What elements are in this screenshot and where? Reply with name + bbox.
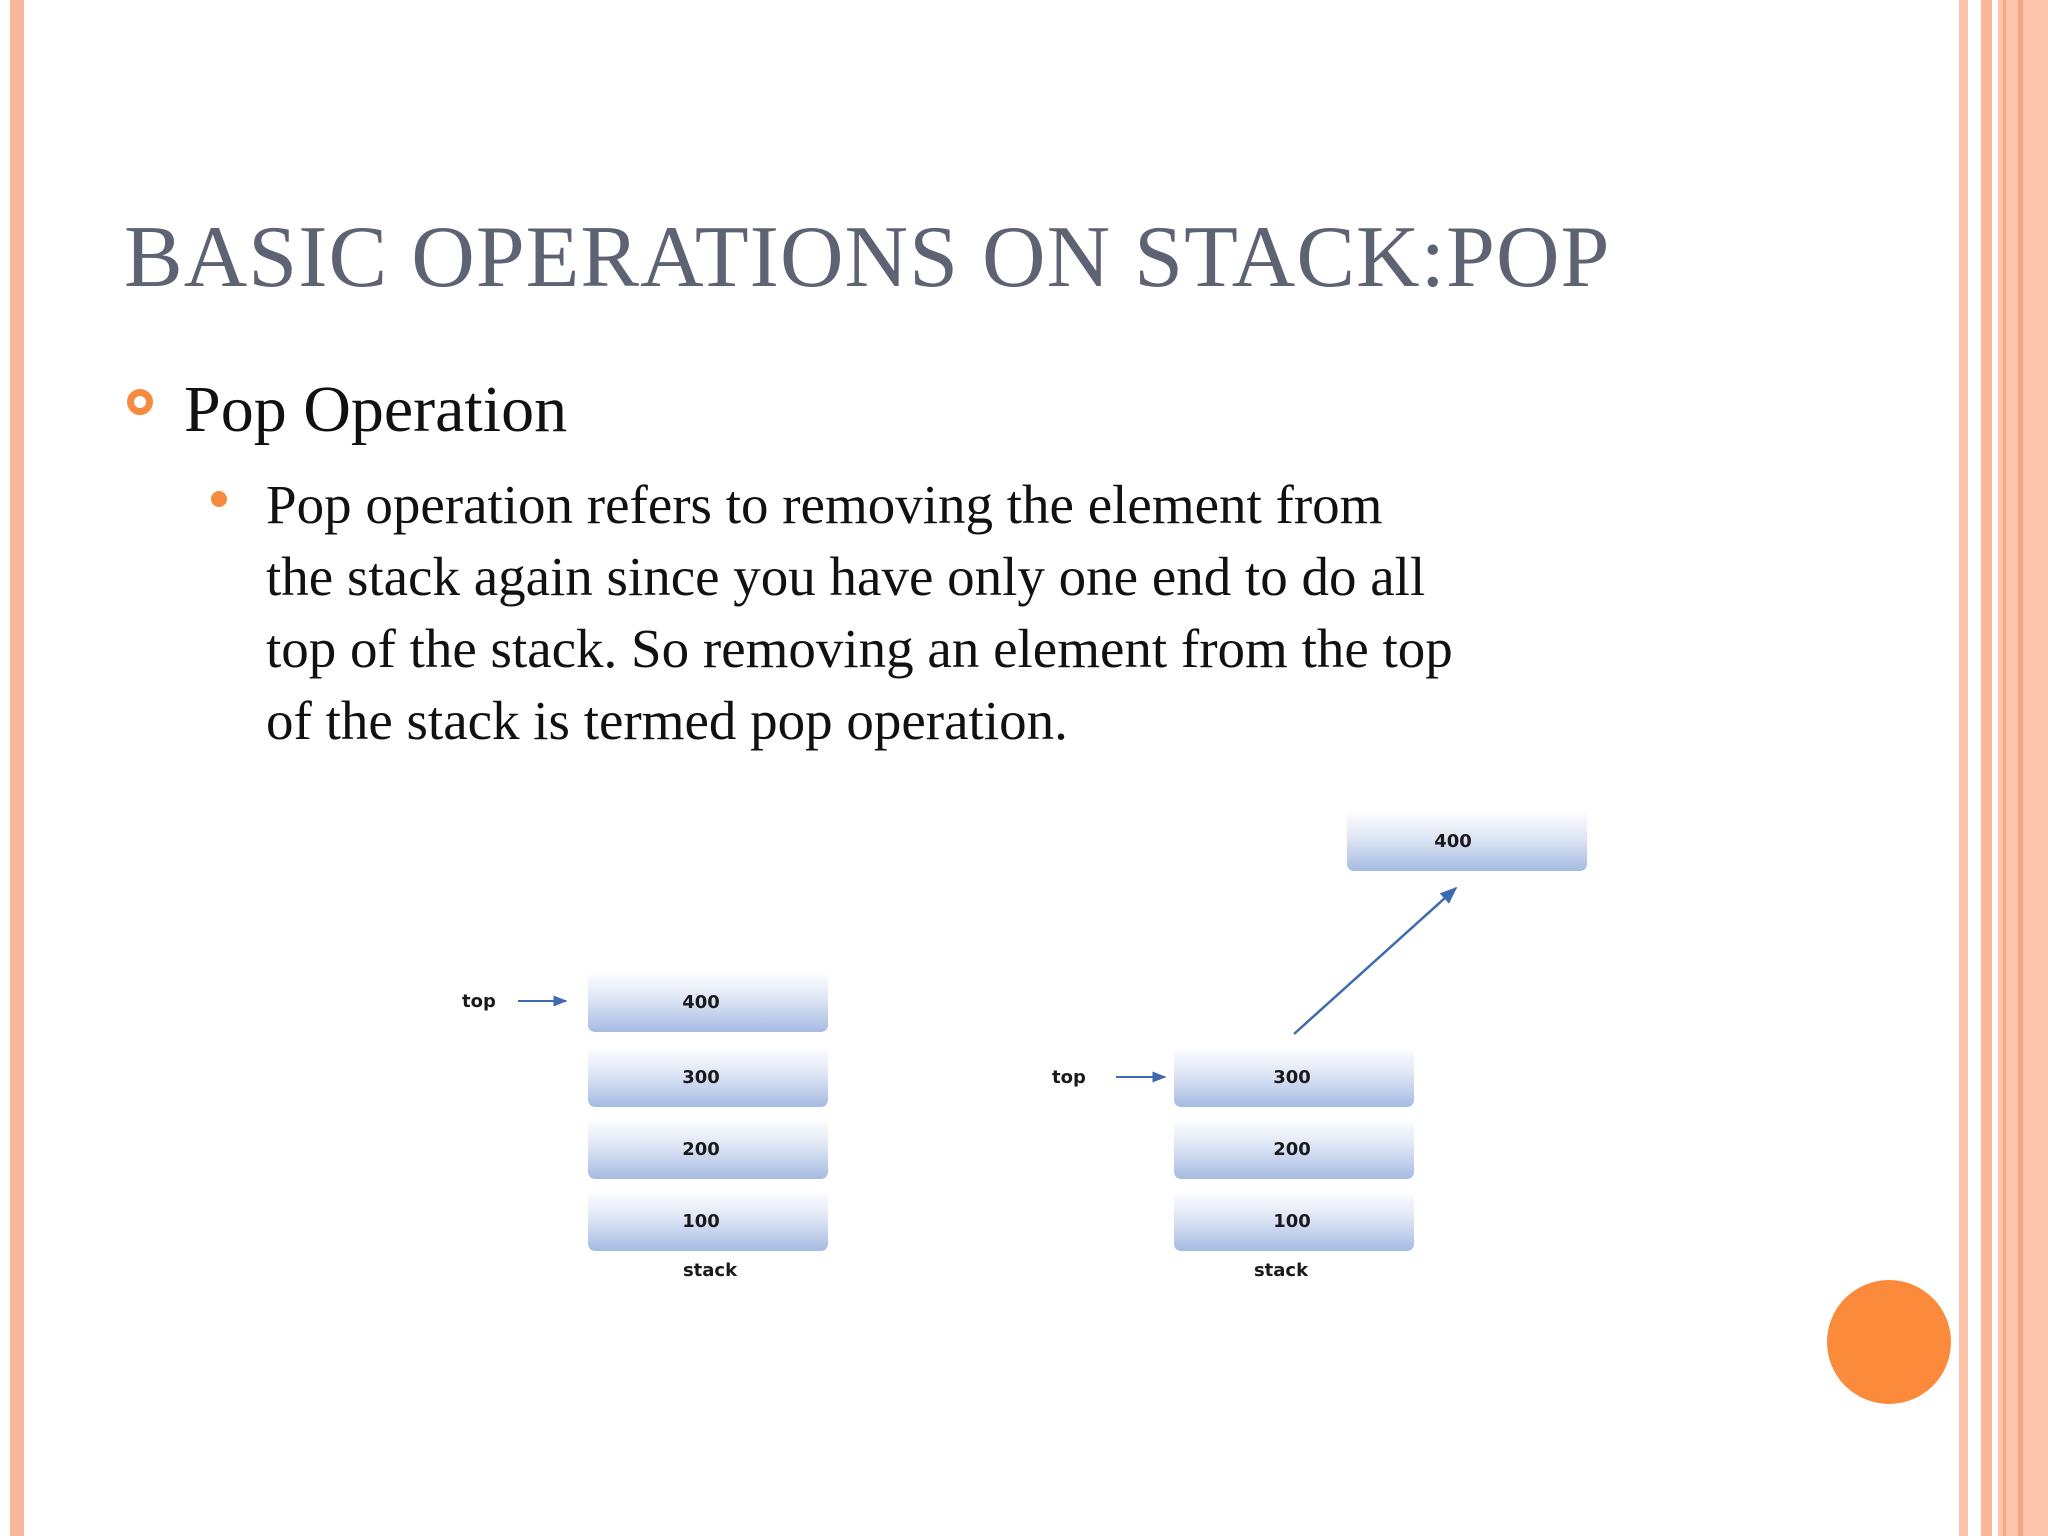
stack-block-value: 100 bbox=[682, 1211, 720, 1232]
body-line: top of the stack. So removing an element from the top bbox=[266, 618, 1453, 679]
pop-arrow bbox=[1294, 888, 1456, 1034]
body-line: Pop operation refers to removing the element from bbox=[266, 474, 1383, 535]
top-pointer-label: top bbox=[462, 991, 496, 1012]
decorative-orange-circle bbox=[1827, 1280, 1951, 1404]
slide-title: BASIC OPERATIONS ON STACK:POP bbox=[124, 209, 1611, 306]
stack-before bbox=[462, 971, 828, 1281]
stack-after bbox=[1052, 810, 1587, 1281]
body-line: the stack again since you have only one end to do all bbox=[266, 546, 1426, 607]
popped-block-value: 400 bbox=[1434, 831, 1472, 852]
body-line: of the stack is termed pop operation. bbox=[266, 690, 1068, 751]
stack-block-value: 300 bbox=[1273, 1067, 1311, 1088]
stack-caption: stack bbox=[1253, 1260, 1309, 1281]
bullet-heading: Pop Operation bbox=[184, 373, 568, 446]
stack-block-value: 100 bbox=[1273, 1211, 1311, 1232]
stack-block-value: 200 bbox=[1273, 1139, 1311, 1160]
stack-block-value: 400 bbox=[682, 992, 720, 1013]
stack-block-value: 300 bbox=[682, 1067, 720, 1088]
stack-block-value: 200 bbox=[682, 1139, 720, 1160]
stack-caption: stack bbox=[682, 1260, 738, 1281]
top-pointer-label: top bbox=[1052, 1067, 1086, 1088]
